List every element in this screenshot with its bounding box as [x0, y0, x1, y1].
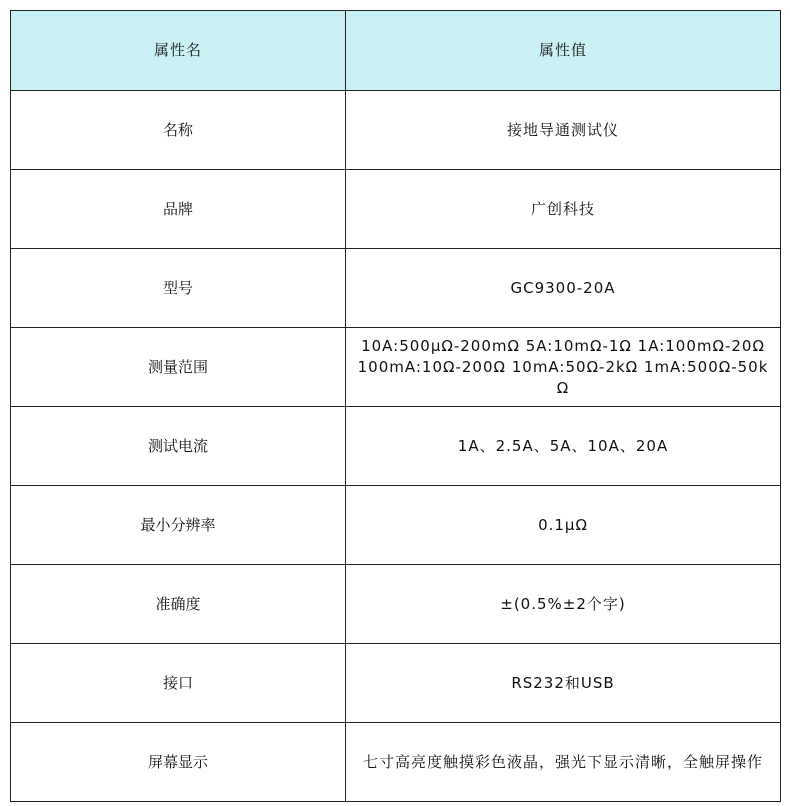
table-row: [11, 723, 781, 802]
row-value: 0.1μΩ: [346, 486, 781, 565]
table-row: [11, 328, 781, 407]
spec-table: [10, 10, 781, 802]
row-value: GC9300-20A: [346, 249, 781, 328]
row-value: 接地导通测试仪: [346, 91, 781, 170]
table-row: [11, 91, 781, 170]
table-row: [11, 644, 781, 723]
row-value: RS232和USB: [346, 644, 781, 723]
row-label: 测量范围: [11, 328, 346, 407]
row-value: ±(0.5%±2个字): [346, 565, 781, 644]
table-row: [11, 486, 781, 565]
table-row: [11, 407, 781, 486]
row-value: 广创科技: [346, 170, 781, 249]
row-label: 屏幕显示: [11, 723, 346, 802]
row-label: 测试电流: [11, 407, 346, 486]
row-label: 品牌: [11, 170, 346, 249]
row-label: 最小分辨率: [11, 486, 346, 565]
table-row: [11, 249, 781, 328]
row-label: 接口: [11, 644, 346, 723]
header-attribute-value: 属性值: [346, 11, 781, 91]
row-label: 准确度: [11, 565, 346, 644]
header-attribute-name: 属性名: [11, 11, 346, 91]
row-value: 1A、2.5A、5A、10A、20A: [346, 407, 781, 486]
row-value: 10A:500μΩ-200mΩ 5A:10mΩ-1Ω 1A:100mΩ-20Ω 100mA:10Ω-200Ω 10mA:50Ω-2kΩ 1mA:500Ω-50kΩ: [346, 328, 781, 407]
table-row: [11, 565, 781, 644]
row-value: 七寸高亮度触摸彩色液晶，强光下显示清晰，全触屏操作: [346, 723, 781, 802]
table-row: [11, 170, 781, 249]
row-label: 型号: [11, 249, 346, 328]
table-header-row: [11, 11, 781, 91]
row-label: 名称: [11, 91, 346, 170]
